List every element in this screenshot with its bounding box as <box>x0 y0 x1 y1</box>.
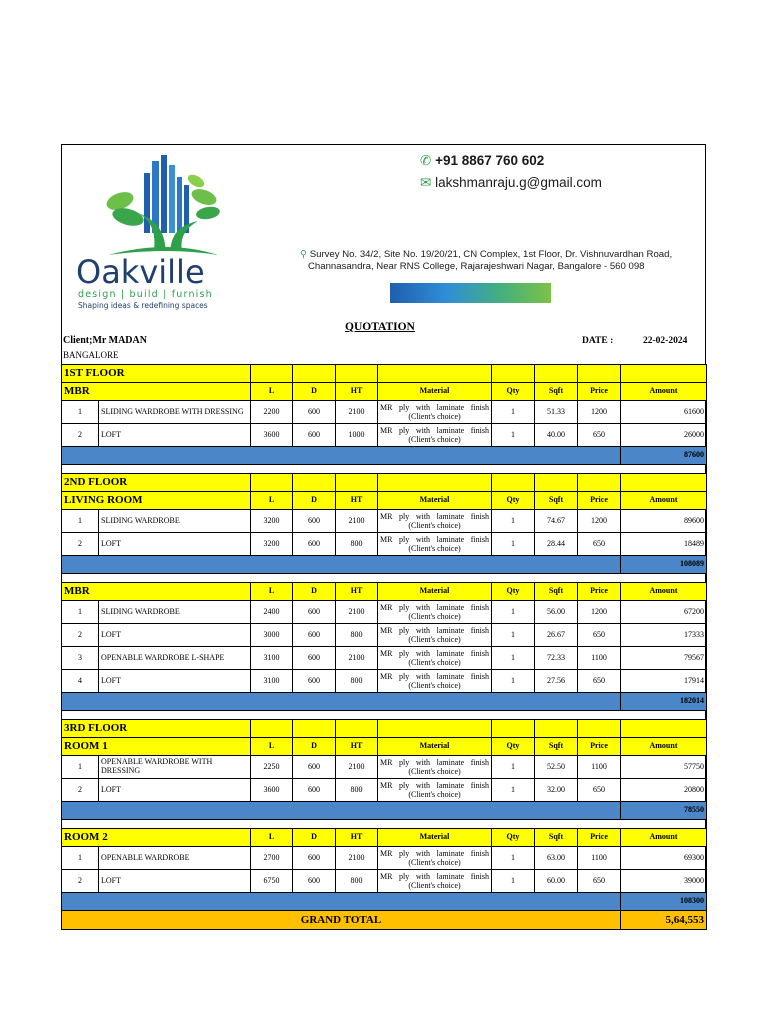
item-depth: 600 <box>293 779 336 802</box>
column-header-price: Price <box>578 383 621 401</box>
oakville-logo <box>68 151 252 311</box>
item-description: LOFT <box>99 670 251 693</box>
item-depth: 600 <box>293 510 336 533</box>
column-header-sqft: Sqft <box>535 383 578 401</box>
phone-number: +91 8867 760 602 <box>435 153 545 168</box>
item-material: MR ply with laminate finish (Client's choice) <box>378 510 492 533</box>
table-row <box>62 401 707 424</box>
item-length: 3600 <box>251 424 293 447</box>
column-header-qty: Qty <box>492 492 535 510</box>
item-material: MR ply with laminate finish (Client's choice) <box>378 756 492 779</box>
column-header-l: L <box>251 583 293 601</box>
column-header-l: L <box>251 829 293 847</box>
item-height: 2100 <box>336 601 378 624</box>
spacer-cell <box>62 711 707 720</box>
item-height: 800 <box>336 624 378 647</box>
item-height: 800 <box>336 779 378 802</box>
item-sqft: 28.44 <box>535 533 578 556</box>
table-row <box>62 647 707 670</box>
floor-empty-cell <box>251 720 293 738</box>
item-sqft: 74.67 <box>535 510 578 533</box>
column-header-l: L <box>251 492 293 510</box>
item-height: 1000 <box>336 424 378 447</box>
floor-empty-cell <box>293 365 336 383</box>
item-height: 2100 <box>336 756 378 779</box>
item-number: 2 <box>62 533 99 556</box>
item-price: 1200 <box>578 601 621 624</box>
room-title: MBR <box>62 383 251 401</box>
item-qty: 1 <box>492 533 535 556</box>
item-qty: 1 <box>492 647 535 670</box>
item-number: 2 <box>62 779 99 802</box>
item-amount: 57750 <box>621 756 707 779</box>
subtotal-row <box>62 693 707 711</box>
table-row <box>62 756 707 779</box>
item-height: 2100 <box>336 647 378 670</box>
floor-empty-cell <box>621 720 707 738</box>
floor-empty-cell <box>492 720 535 738</box>
grand-total-row <box>62 911 707 930</box>
item-amount: 69300 <box>621 847 707 870</box>
item-material: MR ply with laminate finish (Client's choice) <box>378 647 492 670</box>
column-header-d: D <box>293 383 336 401</box>
address-line-2: Channasandra, Near RNS College, Rajarajeshwari Nagar, Bangalore - 560 098 <box>308 261 645 272</box>
subtotal-row <box>62 556 707 574</box>
column-header-d: D <box>293 829 336 847</box>
item-number: 1 <box>62 401 99 424</box>
floor-empty-cell <box>492 474 535 492</box>
column-header-amount: Amount <box>621 583 707 601</box>
item-sqft: 32.00 <box>535 779 578 802</box>
floor-title: 3RD FLOOR <box>62 720 251 738</box>
item-depth: 600 <box>293 624 336 647</box>
client-name: Client;Mr MADAN <box>63 335 147 346</box>
item-sqft: 52.50 <box>535 756 578 779</box>
item-material: MR ply with laminate finish (Client's choice) <box>378 624 492 647</box>
location-pin-icon: ⚲ <box>300 249 308 260</box>
column-header-ht: HT <box>336 738 378 756</box>
table-row <box>62 624 707 647</box>
spacer-row <box>62 820 707 829</box>
item-description: LOFT <box>99 624 251 647</box>
item-length: 3100 <box>251 670 293 693</box>
subtotal-spacer <box>62 693 621 711</box>
column-header-amount: Amount <box>621 383 707 401</box>
floor-empty-cell <box>251 474 293 492</box>
floor-empty-cell <box>621 474 707 492</box>
item-amount: 20800 <box>621 779 707 802</box>
item-material: MR ply with laminate finish (Client's choice) <box>378 533 492 556</box>
table-row <box>62 533 707 556</box>
item-length: 2700 <box>251 847 293 870</box>
item-price: 650 <box>578 670 621 693</box>
column-header-d: D <box>293 738 336 756</box>
item-depth: 600 <box>293 647 336 670</box>
client-city: BANGALORE <box>63 350 119 360</box>
column-header-material: Material <box>378 829 492 847</box>
floor-empty-cell <box>578 474 621 492</box>
floor-empty-cell <box>336 365 378 383</box>
subtotal-row <box>62 893 707 911</box>
spacer-row <box>62 574 707 583</box>
item-sqft: 60.00 <box>535 870 578 893</box>
item-length: 3200 <box>251 510 293 533</box>
floor-empty-cell <box>492 365 535 383</box>
item-price: 650 <box>578 779 621 802</box>
item-amount: 89600 <box>621 510 707 533</box>
item-height: 2100 <box>336 847 378 870</box>
floor-row <box>62 720 707 738</box>
item-amount: 79567 <box>621 647 707 670</box>
column-header-ht: HT <box>336 583 378 601</box>
item-length: 3200 <box>251 533 293 556</box>
item-amount: 26000 <box>621 424 707 447</box>
table-row <box>62 847 707 870</box>
column-header-ht: HT <box>336 829 378 847</box>
item-price: 1100 <box>578 647 621 670</box>
address-line-1: ⚲ Survey No. 34/2, Site No. 19/20/21, CN Complex, 1st Floor, Dr. Vishnuvardhan Road, <box>300 249 673 260</box>
item-sqft: 40.00 <box>535 424 578 447</box>
email-contact[interactable] <box>420 175 602 191</box>
floor-empty-cell <box>535 720 578 738</box>
item-price: 650 <box>578 870 621 893</box>
floor-empty-cell <box>535 474 578 492</box>
table-row <box>62 424 707 447</box>
table-row <box>62 670 707 693</box>
column-header-qty: Qty <box>492 829 535 847</box>
date-label: DATE : <box>582 336 614 346</box>
column-header-material: Material <box>378 738 492 756</box>
item-sqft: 56.00 <box>535 601 578 624</box>
item-description: LOFT <box>99 870 251 893</box>
item-depth: 600 <box>293 670 336 693</box>
item-depth: 600 <box>293 533 336 556</box>
item-qty: 1 <box>492 779 535 802</box>
column-header-sqft: Sqft <box>535 492 578 510</box>
item-description: LOFT <box>99 533 251 556</box>
item-depth: 600 <box>293 401 336 424</box>
item-sqft: 26.67 <box>535 624 578 647</box>
item-material: MR ply with laminate finish (Client's choice) <box>378 670 492 693</box>
column-header-sqft: Sqft <box>535 583 578 601</box>
column-header-l: L <box>251 383 293 401</box>
item-height: 2100 <box>336 510 378 533</box>
spacer-cell <box>62 465 707 474</box>
item-description: OPENABLE WARDROBE WITH DRESSING <box>99 756 251 779</box>
item-price: 650 <box>578 533 621 556</box>
item-sqft: 63.00 <box>535 847 578 870</box>
spacer-row <box>62 711 707 720</box>
table-row <box>62 779 707 802</box>
floor-empty-cell <box>621 365 707 383</box>
item-price: 1200 <box>578 510 621 533</box>
floor-empty-cell <box>293 720 336 738</box>
item-description: LOFT <box>99 424 251 447</box>
floor-empty-cell <box>293 474 336 492</box>
column-header-material: Material <box>378 492 492 510</box>
item-number: 1 <box>62 510 99 533</box>
floor-empty-cell <box>336 720 378 738</box>
item-number: 1 <box>62 756 99 779</box>
column-header-material: Material <box>378 383 492 401</box>
item-number: 1 <box>62 847 99 870</box>
item-length: 6750 <box>251 870 293 893</box>
item-amount: 39000 <box>621 870 707 893</box>
item-depth: 600 <box>293 870 336 893</box>
item-description: SLIDING WARDROBE <box>99 510 251 533</box>
column-header-amount: Amount <box>621 738 707 756</box>
item-height: 800 <box>336 870 378 893</box>
logo-graphic <box>68 151 252 311</box>
column-header-material: Material <box>378 583 492 601</box>
item-qty: 1 <box>492 424 535 447</box>
item-qty: 1 <box>492 756 535 779</box>
floor-title: 1ST FLOOR <box>62 365 251 383</box>
floor-row <box>62 474 707 492</box>
phone-contact[interactable] <box>420 153 544 169</box>
mail-icon: ✉ <box>420 175 432 190</box>
table-row <box>62 870 707 893</box>
floor-empty-cell <box>251 365 293 383</box>
column-header-d: D <box>293 583 336 601</box>
subtotal-spacer <box>62 556 621 574</box>
subtotal-row <box>62 802 707 820</box>
item-material: MR ply with laminate finish (Client's choice) <box>378 601 492 624</box>
date-value: 22-02-2024 <box>643 336 688 346</box>
item-amount: 67200 <box>621 601 707 624</box>
floor-row <box>62 365 707 383</box>
subtotal-amount: 78550 <box>621 802 707 820</box>
item-price: 1100 <box>578 847 621 870</box>
room-title: MBR <box>62 583 251 601</box>
grand-total-label: GRAND TOTAL <box>62 911 621 930</box>
item-number: 2 <box>62 870 99 893</box>
subtotal-amount: 182014 <box>621 693 707 711</box>
item-number: 3 <box>62 647 99 670</box>
column-header-amount: Amount <box>621 829 707 847</box>
phone-icon: ✆ <box>420 153 432 168</box>
item-depth: 600 <box>293 756 336 779</box>
item-depth: 600 <box>293 424 336 447</box>
spacer-cell <box>62 820 707 829</box>
room-header-row <box>62 738 707 756</box>
subtotal-amount: 87600 <box>621 447 707 465</box>
item-price: 650 <box>578 624 621 647</box>
column-header-sqft: Sqft <box>535 738 578 756</box>
column-header-price: Price <box>578 738 621 756</box>
floor-empty-cell <box>378 365 492 383</box>
logo-tagline: design | build | furnish <box>78 289 213 300</box>
item-length: 2200 <box>251 401 293 424</box>
floor-empty-cell <box>378 474 492 492</box>
item-description: OPENABLE WARDROBE L-SHAPE <box>99 647 251 670</box>
floor-empty-cell <box>578 365 621 383</box>
item-length: 2250 <box>251 756 293 779</box>
column-header-price: Price <box>578 583 621 601</box>
item-length: 3000 <box>251 624 293 647</box>
column-header-qty: Qty <box>492 583 535 601</box>
item-length: 3600 <box>251 779 293 802</box>
email-address: lakshmanraju.g@gmail.com <box>435 175 602 190</box>
item-material: MR ply with laminate finish (Client's choice) <box>378 870 492 893</box>
item-height: 800 <box>336 533 378 556</box>
room-header-row <box>62 829 707 847</box>
table-row <box>62 510 707 533</box>
spacer-cell <box>62 574 707 583</box>
subtotal-spacer <box>62 447 621 465</box>
item-qty: 1 <box>492 510 535 533</box>
item-material: MR ply with laminate finish (Client's choice) <box>378 779 492 802</box>
floor-title: 2ND FLOOR <box>62 474 251 492</box>
item-amount: 18489 <box>621 533 707 556</box>
item-description: SLIDING WARDROBE <box>99 601 251 624</box>
item-length: 3100 <box>251 647 293 670</box>
item-height: 800 <box>336 670 378 693</box>
column-header-ht: HT <box>336 383 378 401</box>
item-qty: 1 <box>492 624 535 647</box>
floor-empty-cell <box>378 720 492 738</box>
room-title: LIVING ROOM <box>62 492 251 510</box>
subtotal-amount: 108089 <box>621 556 707 574</box>
column-header-amount: Amount <box>621 492 707 510</box>
item-description: LOFT <box>99 779 251 802</box>
item-sqft: 27.56 <box>535 670 578 693</box>
column-header-price: Price <box>578 492 621 510</box>
room-header-row <box>62 383 707 401</box>
item-amount: 17333 <box>621 624 707 647</box>
floor-empty-cell <box>336 474 378 492</box>
item-height: 2100 <box>336 401 378 424</box>
item-qty: 1 <box>492 670 535 693</box>
item-amount: 17914 <box>621 670 707 693</box>
item-material: MR ply with laminate finish (Client's choice) <box>378 847 492 870</box>
room-title: ROOM 1 <box>62 738 251 756</box>
item-price: 1100 <box>578 756 621 779</box>
item-qty: 1 <box>492 870 535 893</box>
item-number: 4 <box>62 670 99 693</box>
item-qty: 1 <box>492 601 535 624</box>
item-description: OPENABLE WARDROBE <box>99 847 251 870</box>
room-header-row <box>62 492 707 510</box>
column-header-sqft: Sqft <box>535 829 578 847</box>
item-material: MR ply with laminate finish (Client's choice) <box>378 424 492 447</box>
spacer-row <box>62 465 707 474</box>
quotation-title: QUOTATION <box>345 321 415 333</box>
subtotal-spacer <box>62 893 621 911</box>
item-length: 2400 <box>251 601 293 624</box>
item-qty: 1 <box>492 847 535 870</box>
item-number: 2 <box>62 624 99 647</box>
subtotal-spacer <box>62 802 621 820</box>
grand-total-amount: 5,64,553 <box>621 911 707 930</box>
quotation-table <box>61 364 707 930</box>
column-header-price: Price <box>578 829 621 847</box>
item-material: MR ply with laminate finish (Client's choice) <box>378 401 492 424</box>
subtotal-row <box>62 447 707 465</box>
brand-gradient-bar <box>390 283 551 303</box>
column-header-d: D <box>293 492 336 510</box>
column-header-l: L <box>251 738 293 756</box>
logo-wordmark: Oakville <box>76 253 205 291</box>
item-number: 1 <box>62 601 99 624</box>
item-number: 2 <box>62 424 99 447</box>
column-header-ht: HT <box>336 492 378 510</box>
item-depth: 600 <box>293 847 336 870</box>
floor-empty-cell <box>578 720 621 738</box>
item-sqft: 72.33 <box>535 647 578 670</box>
item-description: SLIDING WARDROBE WITH DRESSING <box>99 401 251 424</box>
subtotal-amount: 108300 <box>621 893 707 911</box>
item-qty: 1 <box>492 401 535 424</box>
floor-empty-cell <box>535 365 578 383</box>
item-price: 1200 <box>578 401 621 424</box>
room-title: ROOM 2 <box>62 829 251 847</box>
item-depth: 600 <box>293 601 336 624</box>
room-header-row <box>62 583 707 601</box>
item-amount: 61600 <box>621 401 707 424</box>
column-header-qty: Qty <box>492 383 535 401</box>
quotation-sheet <box>61 144 706 928</box>
logo-slogan: Shaping ideas & redefining spaces <box>78 301 208 310</box>
column-header-qty: Qty <box>492 738 535 756</box>
item-price: 650 <box>578 424 621 447</box>
table-row <box>62 601 707 624</box>
item-sqft: 51.33 <box>535 401 578 424</box>
